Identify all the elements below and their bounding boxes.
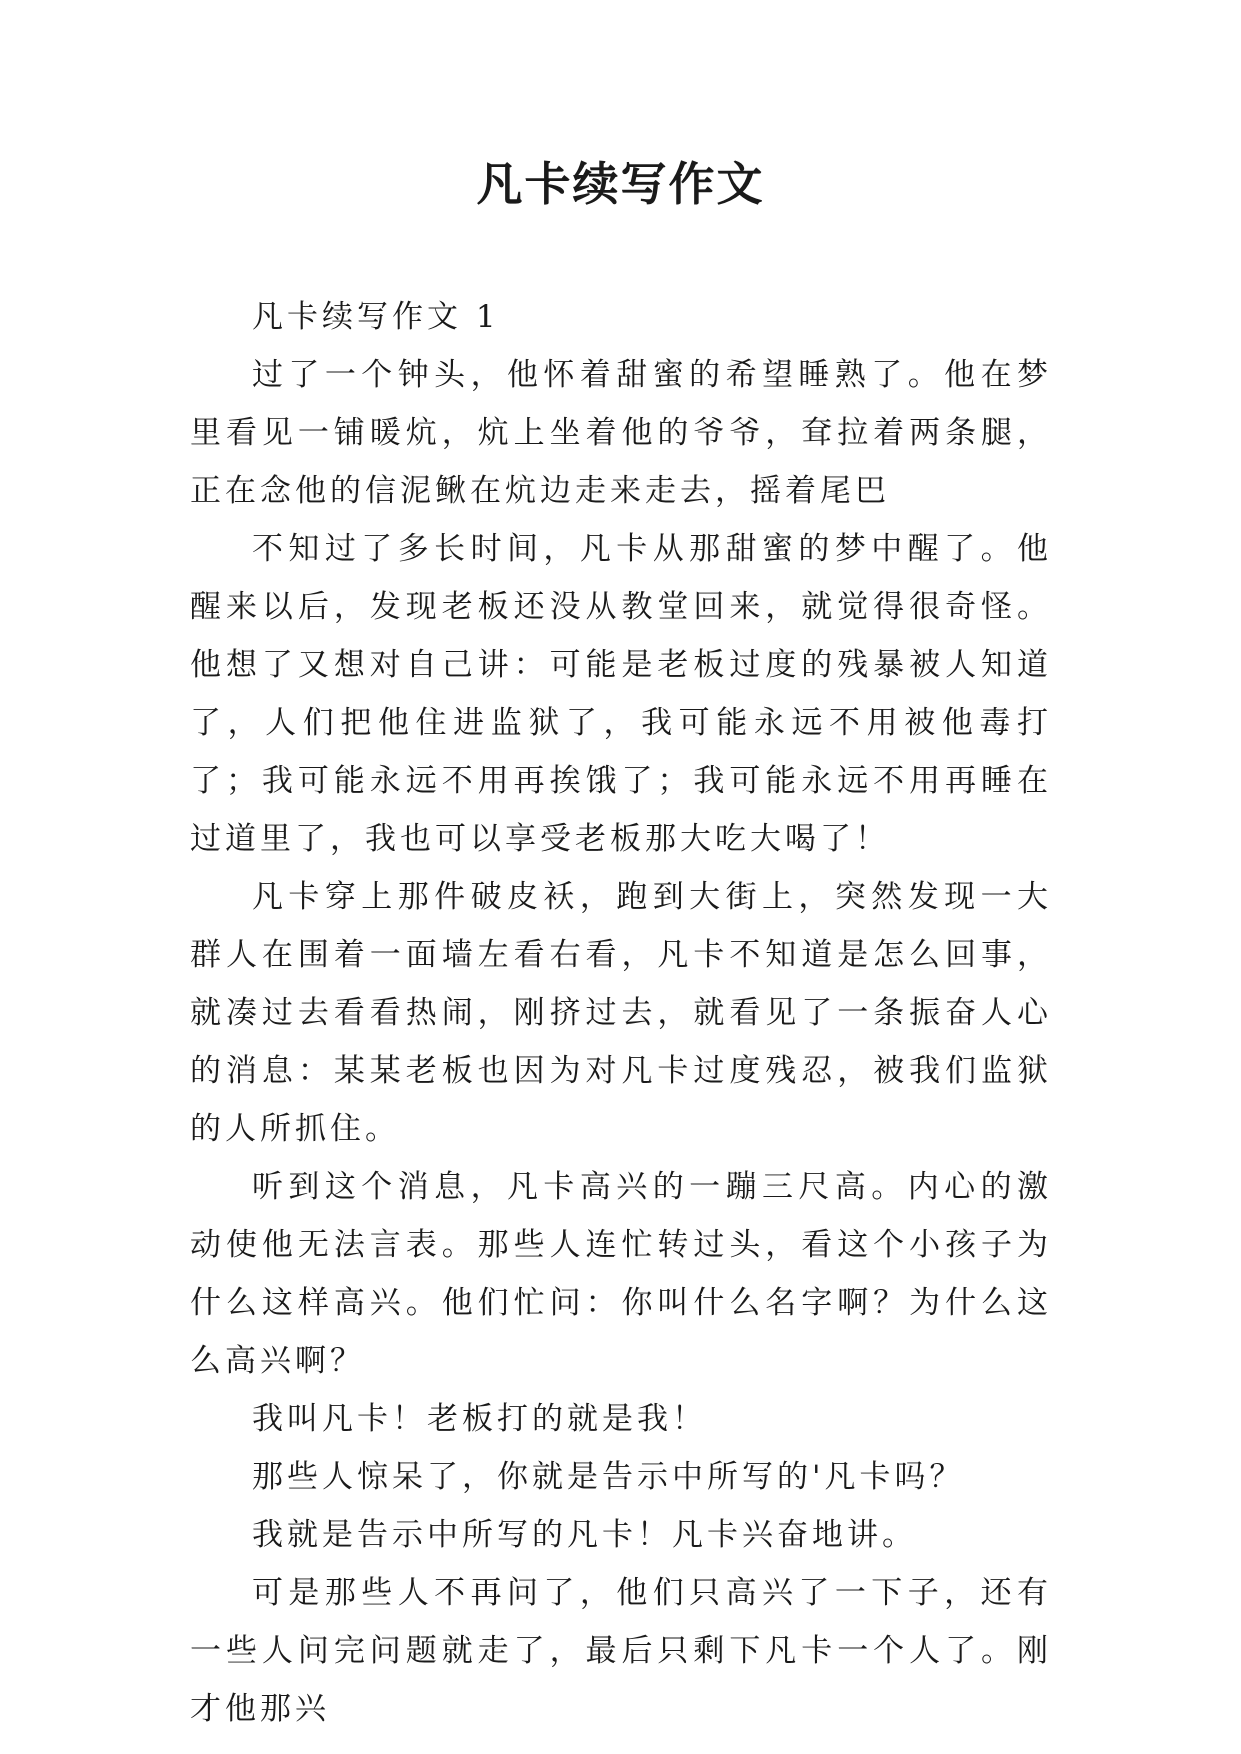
paragraph-4: 听到这个消息，凡卡高兴的一蹦三尺高。内心的激动使他无法言表。那些人连忙转过头，看这个小孩子为什么这样高兴。他们忙问：你叫什么名字啊？为什么这么高兴啊？	[190, 1169, 1052, 1379]
paragraph-3: 凡卡穿上那件破皮袄，跑到大街上，突然发现一大群人在围着一面墙左看右看，凡卡不知道是怎么回事，就凑过去看看热闹，刚挤过去，就看见了一条振奋人心的消息：某某老板也因为对凡卡过度残忍，被我们监狱的人所抓住。	[190, 879, 1052, 1147]
paragraph-6: 那些人惊呆了，你就是告示中所写的'凡卡吗？	[252, 1459, 965, 1495]
paragraph-5: 我叫凡卡！老板打的就是我！	[252, 1401, 707, 1437]
paragraph-1: 过了一个钟头，他怀着甜蜜的希望睡熟了。他在梦里看见一铺暖炕，炕上坐着他的爷爷，耷拉着两条腿，正在念他的信泥鳅在炕边走来走去，摇着尾巴	[190, 357, 1052, 509]
section-heading: 凡卡续写作文 1	[252, 299, 500, 335]
document-title: 凡卡续写作文	[476, 157, 765, 211]
paragraph-7: 我就是告示中所写的凡卡！凡卡兴奋地讲。	[252, 1517, 917, 1553]
document-body	[190, 288, 1052, 1738]
paragraph-8: 可是那些人不再问了，他们只高兴了一下子，还有一些人问完问题就走了，最后只剩下凡卡一个人了。刚才他那兴	[190, 1575, 1052, 1727]
paragraph-2: 不知过了多长时间，凡卡从那甜蜜的梦中醒了。他醒来以后，发现老板还没从教堂回来，就觉得很奇怪。他想了又想对自己讲：可能是老板过度的残暴被人知道了，人们把他住进监狱了，我可能永远不用被他毒打了；我可能永远不用再挨饿了；我可能永远不用再睡在过道里了，我也可以享受老板那大吃大喝了！	[190, 531, 1052, 857]
